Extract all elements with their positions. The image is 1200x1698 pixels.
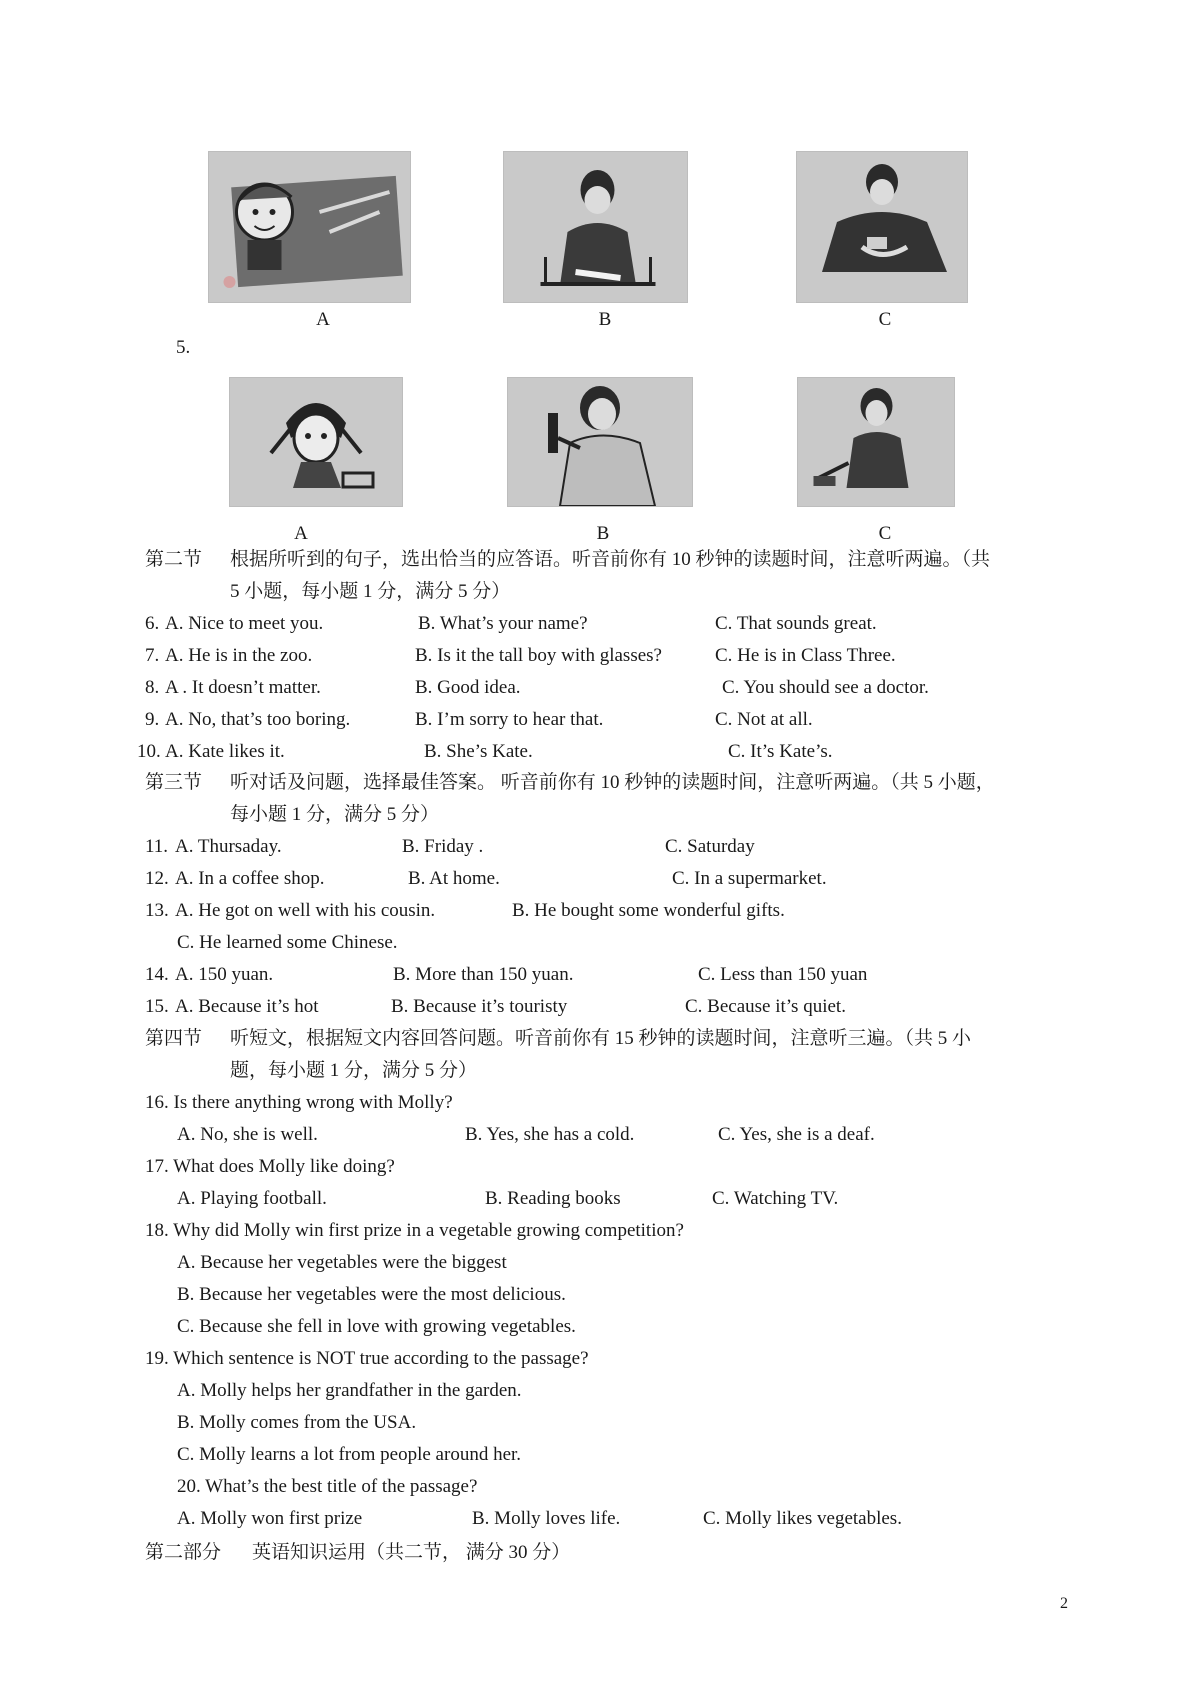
q17-option-c: C. Watching TV. — [712, 1188, 839, 1209]
q14-option-b: B. More than 150 yuan. — [393, 964, 574, 985]
q18-option-a: A. Because her vegetables were the biggest — [177, 1252, 507, 1273]
q20-question: 20. What’s the best title of the passage? — [177, 1476, 478, 1497]
q19-option-c: C. Molly learns a lot from people around her. — [177, 1444, 522, 1465]
q17-question: 17. What does Molly like doing? — [145, 1156, 395, 1177]
q9-number: 9. — [145, 709, 160, 730]
q8-option-c: C. You should see a doctor. — [722, 677, 929, 698]
q5-picture-b — [507, 377, 693, 507]
q11-option-b: B. Friday . — [402, 836, 484, 857]
q6-option-c: C. That sounds great. — [715, 613, 877, 634]
q5-number: 5. — [176, 337, 191, 358]
q4-caption-a: A — [316, 309, 330, 330]
q14-option-a: A. 150 yuan. — [175, 964, 274, 985]
q17-option-a: A. Playing football. — [177, 1188, 327, 1209]
q19-question: 19. Which sentence is NOT true according to the passage? — [145, 1348, 589, 1369]
q6-option-a: A. Nice to meet you. — [165, 613, 324, 634]
q18-question: 18. Why did Molly win first prize in a vegetable growing competition? — [145, 1220, 684, 1241]
q11-option-a: A. Thursaday. — [175, 836, 282, 857]
section3-instructions-line2: 每小题 1 分，满分 5 分） — [230, 804, 440, 825]
q5-caption-a: A — [294, 523, 308, 544]
q4-picture-a — [208, 151, 411, 303]
page-number: 2 — [1060, 1595, 1068, 1612]
q5-caption-b: B — [596, 523, 610, 544]
q4-caption-b: B — [598, 309, 612, 330]
q20-option-a: A. Molly won first prize — [177, 1508, 363, 1529]
q18-option-c: C. Because she fell in love with growing vegetables. — [177, 1316, 576, 1337]
q14-number: 14. — [145, 964, 169, 985]
q10-number: 10. — [137, 741, 161, 762]
q10-option-a: A. Kate likes it. — [165, 741, 285, 762]
q15-option-c: C. Because it’s quiet. — [685, 996, 846, 1017]
q19-option-b: B. Molly comes from the USA. — [177, 1412, 417, 1433]
section2-instructions-line2: 5 小题，每小题 1 分，满分 5 分） — [230, 581, 511, 602]
q6-number: 6. — [145, 613, 160, 634]
q10-option-c: C. It’s Kate’s. — [728, 741, 833, 762]
q8-option-b: B. Good idea. — [415, 677, 521, 698]
section3-instructions-line1: 听对话及问题，选择最佳答案。 听音前你有 10 秒钟的读题时间，注意听两遍。（共 5 小题， — [230, 772, 995, 793]
section2-instructions-line1: 根据所听到的句子，选出恰当的应答语。听音前你有 10 秒钟的读题时间，注意听两遍。（共 — [230, 549, 991, 570]
q13-option-b: B. He bought some wonderful gifts. — [512, 900, 785, 921]
q9-option-a: A. No, that’s too boring. — [165, 709, 351, 730]
q4-picture-c — [796, 151, 968, 303]
q5-caption-c: C — [878, 523, 892, 544]
q15-number: 15. — [145, 996, 169, 1017]
q20-option-c: C. Molly likes vegetables. — [703, 1508, 902, 1529]
q19-option-a: A. Molly helps her grandfather in the garden. — [177, 1380, 522, 1401]
q9-option-c: C. Not at all. — [715, 709, 813, 730]
q16-option-c: C. Yes, she is a deaf. — [718, 1124, 875, 1145]
q7-option-a: A. He is in the zoo. — [165, 645, 313, 666]
q7-option-c: C. He is in Class Three. — [715, 645, 896, 666]
section2-heading: 第二节 — [145, 549, 203, 570]
q18-option-b: B. Because her vegetables were the most delicious. — [177, 1284, 566, 1305]
q13-option-c: C. He learned some Chinese. — [177, 932, 398, 953]
q4-picture-b — [503, 151, 688, 303]
q7-number: 7. — [145, 645, 160, 666]
q20-option-b: B. Molly loves life. — [472, 1508, 621, 1529]
section4-instructions-line1: 听短文，根据短文内容回答问题。听音前你有 15 秒钟的读题时间，注意听三遍。（共 5 小 — [230, 1028, 972, 1049]
q8-number: 8. — [145, 677, 160, 698]
q16-option-b: B. Yes, she has a cold. — [465, 1124, 635, 1145]
q4-caption-c: C — [878, 309, 892, 330]
part2-title: 英语知识运用（共二节， 满分 30 分） — [252, 1542, 571, 1563]
q11-option-c: C. Saturday — [665, 836, 755, 857]
q16-option-a: A. No, she is well. — [177, 1124, 318, 1145]
q16-question: 16. Is there anything wrong with Molly? — [145, 1092, 453, 1113]
q5-picture-a — [229, 377, 403, 507]
q5-picture-c — [797, 377, 955, 507]
q14-option-c: C. Less than 150 yuan — [698, 964, 868, 985]
q9-option-b: B. I’m sorry to hear that. — [415, 709, 604, 730]
q10-option-b: B. She’s Kate. — [424, 741, 533, 762]
q7-option-b: B. Is it the tall boy with glasses? — [415, 645, 662, 666]
q15-option-a: A. Because it’s hot — [175, 996, 319, 1017]
q11-number: 11. — [145, 836, 169, 857]
part2-heading: 第二部分 — [145, 1542, 222, 1563]
q13-option-a: A. He got on well with his cousin. — [175, 900, 436, 921]
section4-heading: 第四节 — [145, 1028, 203, 1049]
q6-option-b: B. What’s your name? — [418, 613, 588, 634]
q12-option-b: B. At home. — [408, 868, 500, 889]
q12-option-a: A. In a coffee shop. — [175, 868, 325, 889]
section4-instructions-line2: 题，每小题 1 分，满分 5 分） — [230, 1060, 478, 1081]
section3-heading: 第三节 — [145, 772, 203, 793]
q12-option-c: C. In a supermarket. — [672, 868, 827, 889]
q15-option-b: B. Because it’s touristy — [391, 996, 568, 1017]
q12-number: 12. — [145, 868, 169, 889]
q13-number: 13. — [145, 900, 169, 921]
q17-option-b: B. Reading books — [485, 1188, 621, 1209]
q8-option-a: A . It doesn’t matter. — [165, 677, 321, 698]
